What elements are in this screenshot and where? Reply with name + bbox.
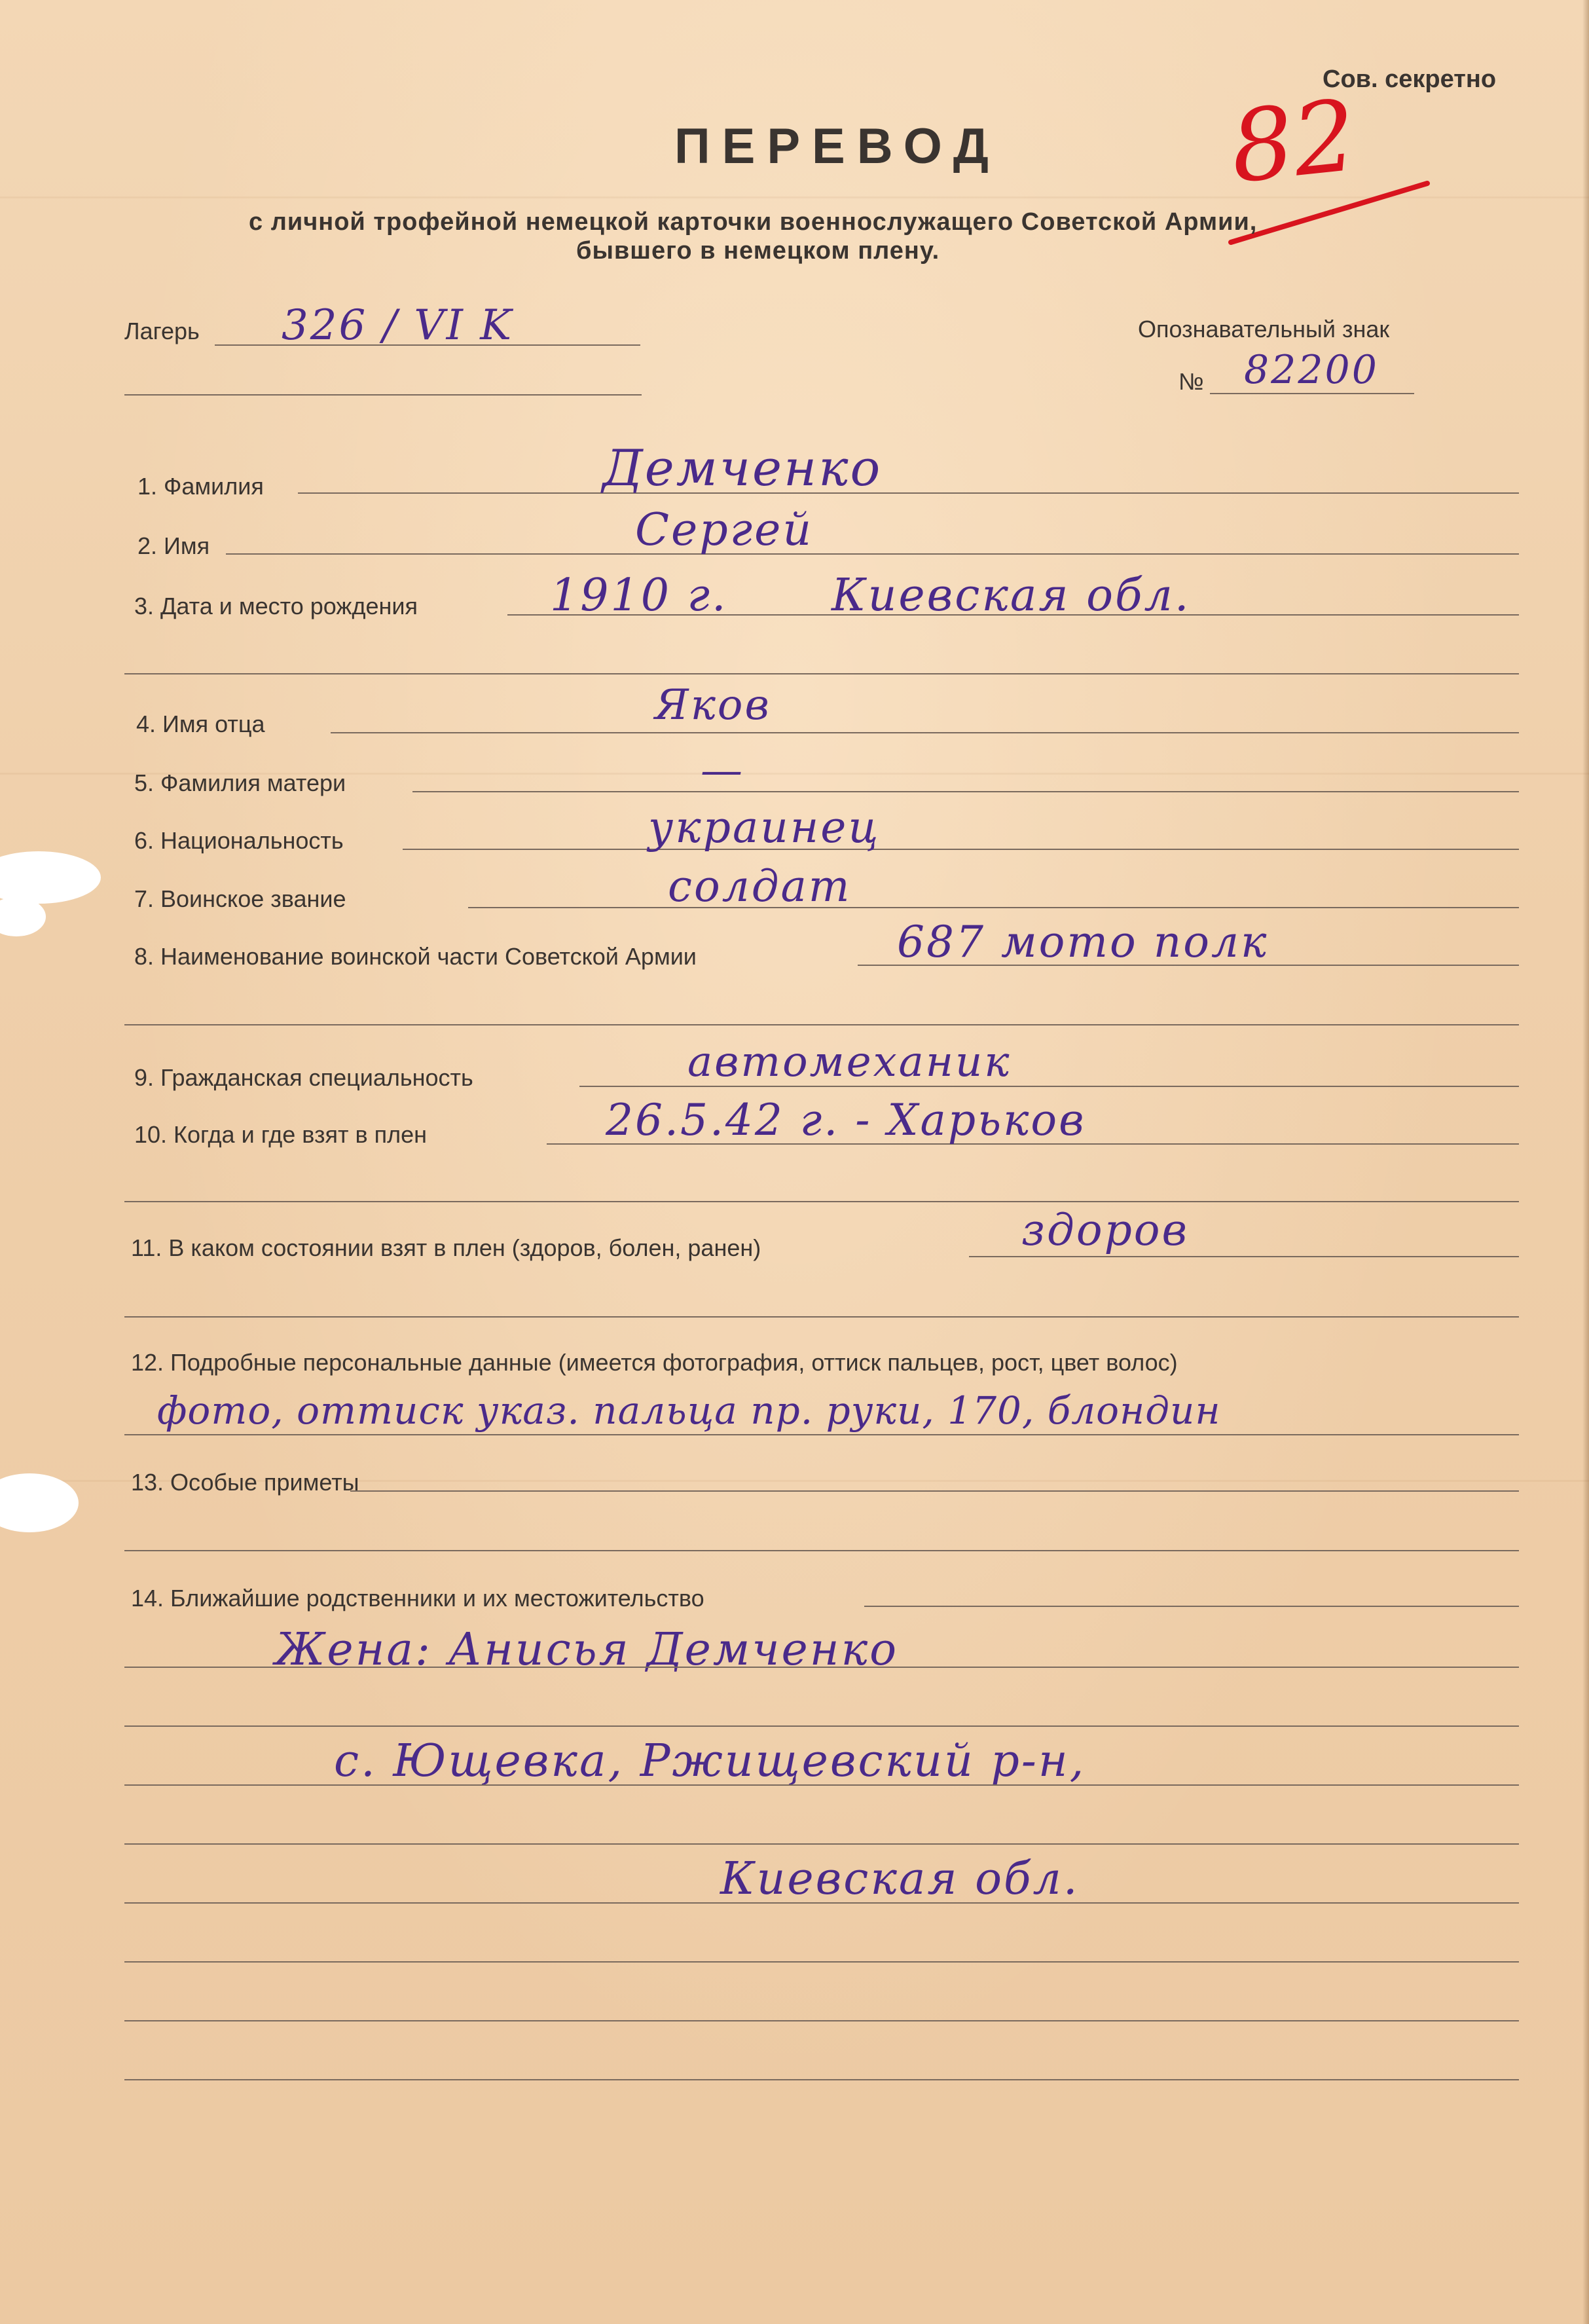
field-value-first-name: Сергей — [635, 504, 814, 556]
field-label-rank: 7. Воинское звание — [134, 885, 346, 912]
field-value-condition: здоров — [1021, 1205, 1189, 1255]
field-label-unit: 8. Наименование воинской части Советской Армии — [134, 943, 697, 970]
paper-edge — [1582, 0, 1589, 2324]
stamp-number: 82 — [1225, 79, 1362, 206]
field-label-nationality: 6. Национальность — [134, 827, 344, 854]
field-value-personal-data: фото, оттиск указ. пальца пр. руки, 170, блондин — [157, 1388, 1221, 1433]
camp-value: 326 / VI K — [282, 301, 514, 350]
page-title: ПЕРЕВОД — [674, 119, 1000, 174]
field-value-mother-surname: — — [701, 747, 744, 795]
binder-notch-top — [0, 851, 101, 904]
field-value-rank: солдат — [668, 861, 852, 912]
field-value-birth-place: Киевская обл. — [831, 570, 1191, 621]
field-label-relatives: 14. Ближайшие родственники и их местожительство — [131, 1585, 704, 1612]
field-value-nationality: украинец — [648, 802, 881, 853]
field-label-capture: 10. Когда и где взят в плен — [134, 1121, 427, 1148]
field-label-condition: 11. В каком состоянии взят в плен (здоров, болен, ранен) — [131, 1234, 761, 1261]
id-tag-value: 82200 — [1244, 347, 1379, 393]
field-label-civil-profession: 9. Гражданская специальность — [134, 1064, 473, 1091]
id-tag-label: Опознавательный знак — [1138, 316, 1390, 342]
field-value-unit: 687 мото полк — [897, 917, 1269, 967]
classification-label: Сов. секретно — [1323, 65, 1497, 93]
subtitle-line1: с личной трофейной немецкой карточки военнослужащего Советской Армии, — [249, 208, 1258, 236]
field-value-surname: Демченко — [602, 439, 883, 497]
field-label-special-marks: 13. Особые приметы — [131, 1469, 359, 1496]
camp-label: Лагерь — [124, 318, 200, 344]
relatives-line1: Жена: Анисья Демченко — [275, 1624, 899, 1676]
field-value-capture: 26.5.42 г. - Харьков — [606, 1095, 1086, 1145]
field-label-first-name: 2. Имя — [137, 532, 210, 559]
field-value-civil-profession: автомеханик — [687, 1038, 1012, 1086]
field-value-birth-year: 1910 г. — [550, 570, 728, 621]
field-value-father: Яков — [655, 681, 771, 729]
binder-notch-bottom — [0, 1473, 79, 1532]
relatives-line3: Киевская обл. — [720, 1853, 1080, 1905]
field-label-personal-data: 12. Подробные персональные данные (имеется фотография, оттиск пальцев, рост, цвет волос) — [131, 1349, 1178, 1376]
relatives-line2: с. Ющевка, Ржищевский р-н, — [334, 1735, 1086, 1787]
subtitle-line2: бывшего в немецком плену. — [576, 237, 940, 265]
field-label-surname: 1. Фамилия — [137, 473, 264, 500]
field-label-father: 4. Имя отца — [136, 710, 265, 737]
field-label-birth: 3. Дата и место рождения — [134, 593, 418, 619]
id-tag-number-prefix: № — [1178, 368, 1204, 395]
field-label-mother-surname: 5. Фамилия матери — [134, 769, 346, 796]
